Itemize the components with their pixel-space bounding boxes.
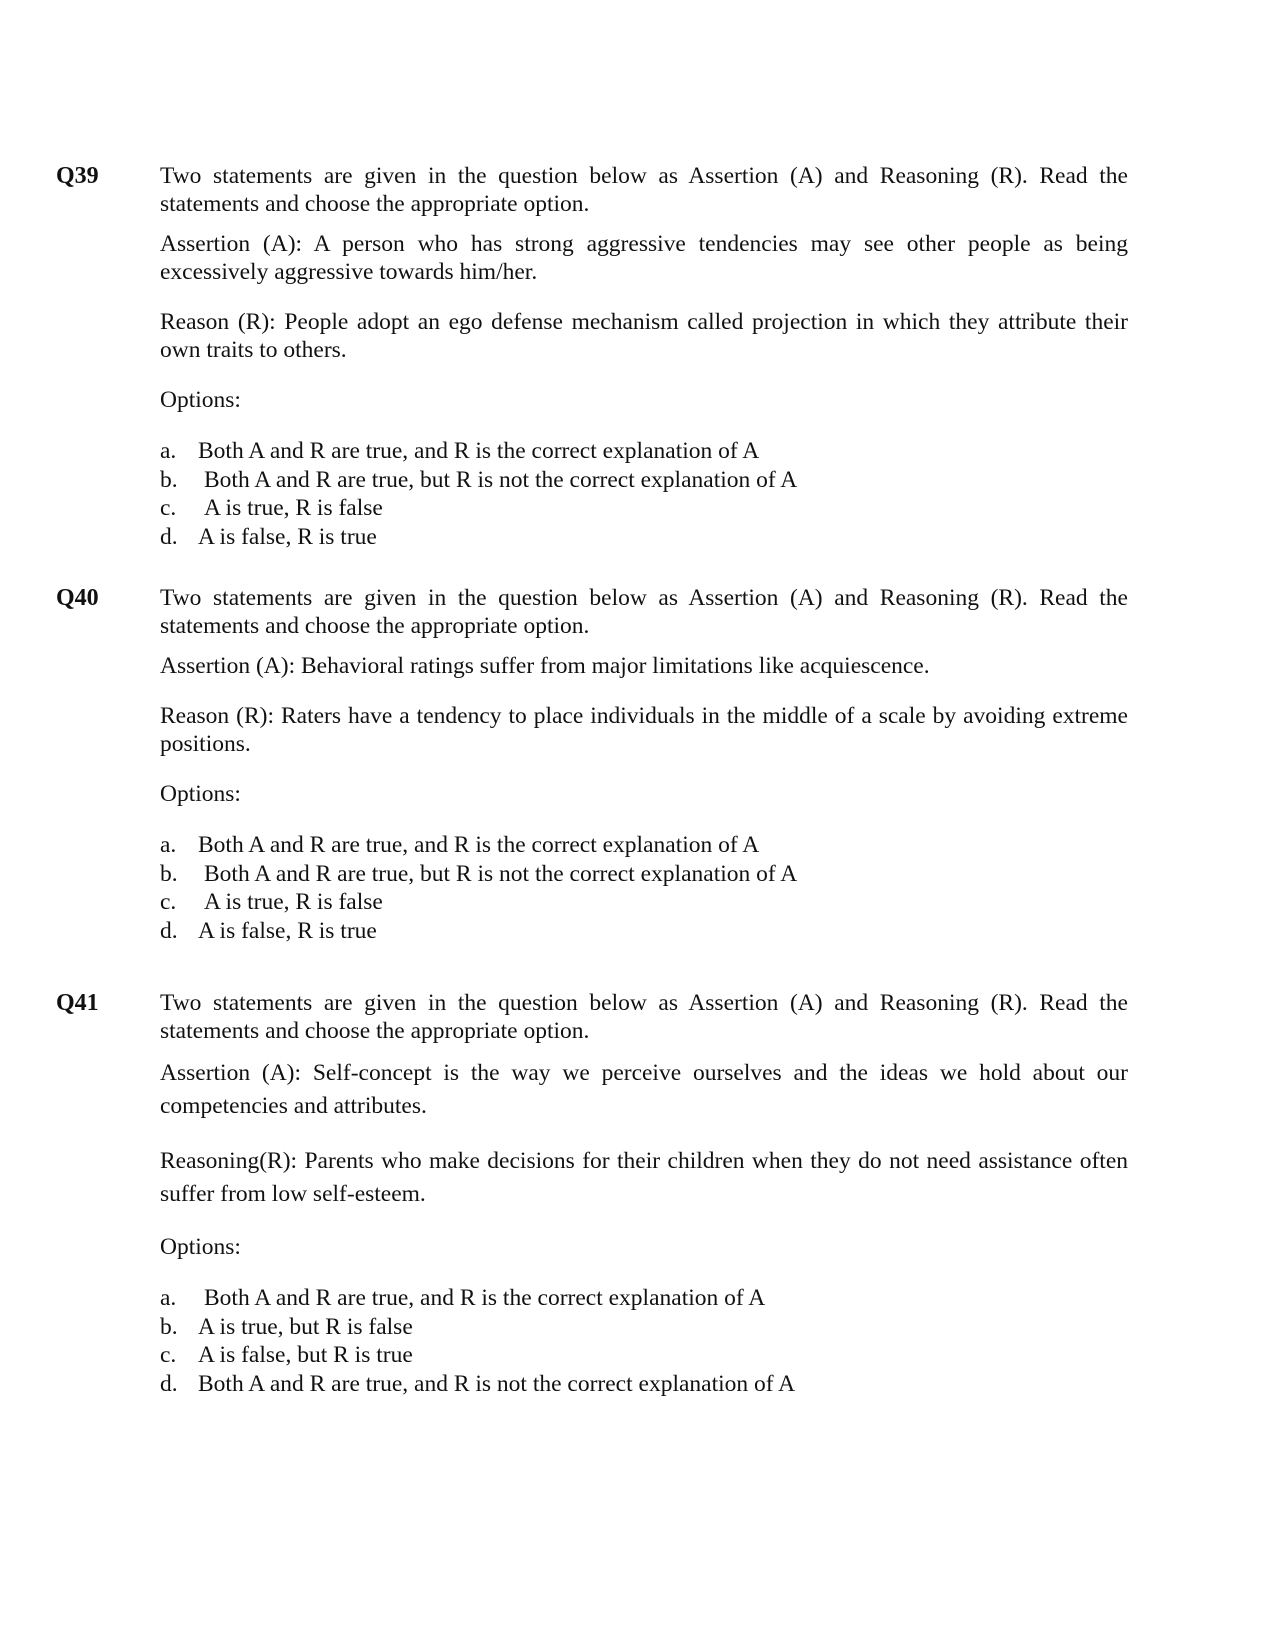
option-letter: d.	[160, 917, 178, 944]
option-letter: b.	[160, 860, 178, 887]
options-label: Options:	[160, 781, 241, 807]
option-item	[160, 1370, 1128, 1399]
question-intro: Two statements are given in the question below as Assertion (A) and Reasoning (R). Read the statements and choose the appropriate option.	[160, 163, 1128, 217]
option-item	[160, 888, 1128, 917]
option-text: A is false, R is true	[198, 917, 377, 944]
assertion-text: Assertion (A): Behavioral ratings suffer from major limitations like acquiescence.	[160, 653, 930, 679]
question-number: Q41	[56, 990, 99, 1016]
options-list	[160, 1284, 1128, 1398]
assertion-text: Assertion (A): Self-concept is the way we perceive ourselves and the ideas we hold about our competencies and attributes.	[160, 1060, 1128, 1119]
option-text: A is false, R is true	[198, 523, 377, 550]
question-body	[160, 989, 1128, 1398]
option-text: A is true, R is false	[204, 495, 383, 521]
option-item	[160, 437, 1128, 466]
option-item	[160, 917, 1128, 946]
assertion-text: Assertion (A): A person who has strong aggressive tendencies may see other people as being excessively aggressive towards him/her.	[160, 231, 1128, 285]
question-body	[160, 162, 1128, 551]
option-text: Both A and R are true, and R is the correct explanation of A	[204, 1285, 766, 1311]
option-item	[160, 1313, 1128, 1342]
question-number: Q40	[56, 585, 99, 611]
option-item	[160, 494, 1128, 523]
option-letter: d.	[160, 523, 178, 550]
option-item	[160, 1341, 1128, 1370]
option-text: A is false, but R is true	[198, 1342, 413, 1368]
options-list	[160, 831, 1128, 945]
options-list	[160, 437, 1128, 551]
option-letter: a.	[160, 832, 177, 858]
question-intro: Two statements are given in the question below as Assertion (A) and Reasoning (R). Read the statements and choose the appropriate option.	[160, 585, 1128, 639]
option-text: Both A and R are true, and R is the correct explanation of A	[198, 438, 760, 464]
option-letter: a.	[160, 1285, 177, 1311]
reason-text: Reason (R): Raters have a tendency to place individuals in the middle of a scale by avoiding extreme positions.	[160, 703, 1128, 757]
question-number: Q39	[56, 163, 99, 189]
option-letter: b.	[160, 1313, 178, 1340]
option-letter: c.	[160, 495, 177, 521]
option-item	[160, 466, 1128, 495]
option-item	[160, 1284, 1128, 1313]
reason-text: Reason (R): People adopt an ego defense mechanism called projection in which they attribute their own traits to others.	[160, 309, 1128, 363]
options-label: Options:	[160, 387, 241, 413]
option-letter: c.	[160, 1342, 177, 1368]
question-intro: Two statements are given in the question below as Assertion (A) and Reasoning (R). Read the statements and choose the appropriate option.	[160, 990, 1128, 1044]
reason-text: Reasoning(R): Parents who make decisions for their children when they do not need assistance often suffer from low self-esteem.	[160, 1148, 1128, 1207]
question-body	[160, 584, 1128, 945]
option-letter: a.	[160, 438, 177, 464]
option-text: Both A and R are true, but R is not the correct explanation of A	[204, 466, 798, 493]
options-label: Options:	[160, 1234, 241, 1260]
option-text: Both A and R are true, and R is not the correct explanation of A	[198, 1370, 796, 1397]
option-text: Both A and R are true, but R is not the correct explanation of A	[204, 860, 798, 887]
option-item	[160, 860, 1128, 889]
option-text: Both A and R are true, and R is the correct explanation of A	[198, 832, 760, 858]
option-text: A is true, but R is false	[198, 1313, 413, 1340]
option-letter: d.	[160, 1370, 178, 1397]
option-item	[160, 831, 1128, 860]
option-letter: c.	[160, 889, 177, 915]
option-text: A is true, R is false	[204, 889, 383, 915]
option-letter: b.	[160, 466, 178, 493]
option-item	[160, 523, 1128, 552]
